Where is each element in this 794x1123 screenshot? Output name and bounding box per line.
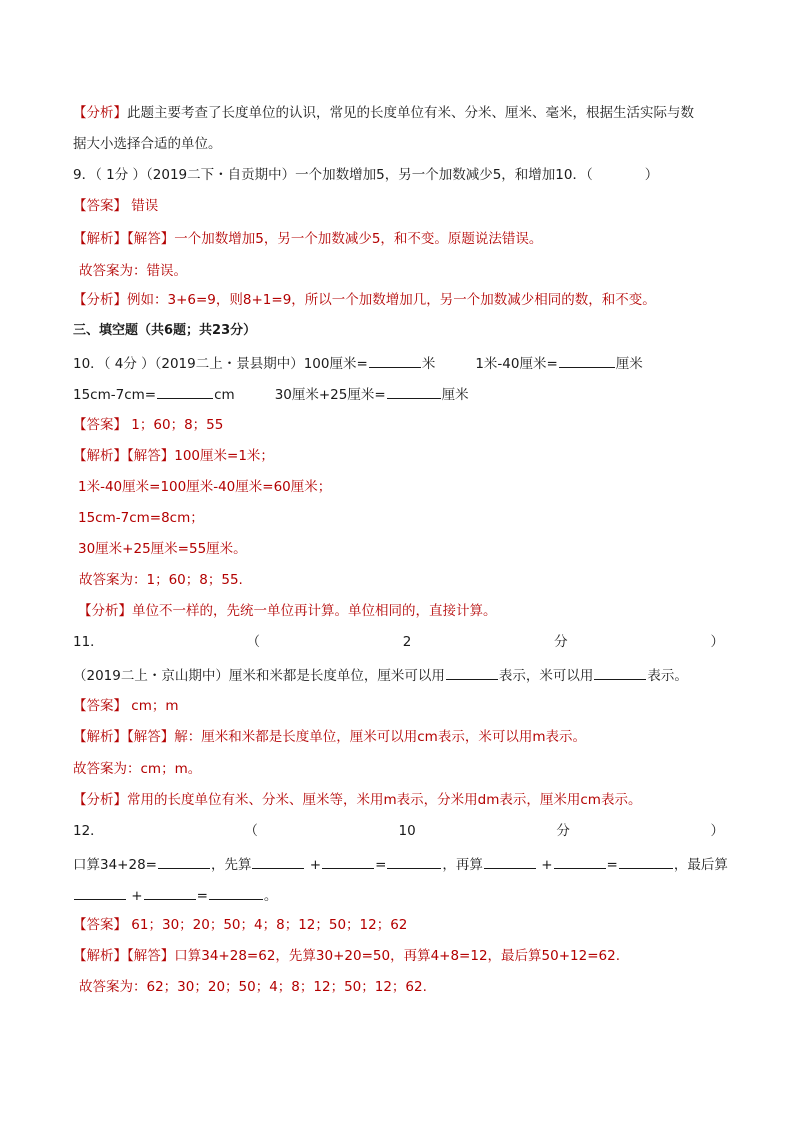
fill-part3-prefix: 15cm-7cm= [73, 387, 157, 403]
q9-solution-row [73, 230, 724, 248]
answer-blank[interactable] [157, 384, 213, 399]
solution-text: 一个加数增加5，另一个加数减少5，和不变。原题说法错误。 [174, 231, 543, 247]
jieda-tag: 【解答】 [127, 729, 175, 745]
answer-blank[interactable] [322, 854, 374, 869]
solution-step: 1米-40厘米=100厘米-40厘米=60厘米； [78, 479, 332, 495]
close-paren: ） [710, 823, 724, 839]
question-text: 厘米和米都是长度单位，厘米可以用 [228, 668, 445, 684]
question-text: 一个加数增加5，另一个加数减少5，和增加10．（ [295, 167, 593, 183]
jiexi-tag: 【解析】 [73, 948, 127, 964]
answer-value: 1；60；8；55 [131, 417, 224, 433]
question-text: 口算34+28= [73, 857, 157, 873]
q9-analysis-row [73, 291, 724, 309]
equals-sign: = [375, 857, 387, 873]
solution-step: 15cm-7cm=8cm； [78, 510, 204, 526]
question-text: ，先算 [210, 857, 252, 873]
analysis-tag: 【分析】 [73, 105, 127, 121]
question-number: 10． [73, 356, 104, 372]
equals-sign: = [196, 888, 208, 904]
question-12-body2 [73, 885, 724, 905]
plus-sign: + [309, 857, 322, 873]
question-10 [73, 353, 724, 373]
question-11-body [73, 665, 724, 685]
analysis-text: 单位不一样的，先统一单位再计算。单位相同的，直接计算。 [132, 603, 497, 619]
question-10-line2 [73, 384, 724, 404]
question-12-body [73, 854, 728, 874]
question-score: （ 4分 ） [103, 356, 155, 372]
question-9 [73, 166, 724, 184]
jieda-tag: 【解答】 [127, 448, 175, 464]
q11-answer-row [73, 697, 724, 715]
answer-tag: 【答案】 [73, 417, 127, 433]
fill-part1-unit: 米 [421, 356, 436, 372]
top-analysis-line1 [73, 104, 724, 122]
fill-part1-prefix: 100厘米= [303, 356, 368, 372]
q12-solution-row [73, 947, 724, 965]
question-text: ，最后算 [673, 857, 728, 873]
question-text: ，再算 [442, 857, 483, 873]
q10-answer-row [73, 416, 724, 434]
question-text: 表示。 [647, 668, 688, 684]
conclusion-text: 故答案为：62；30；20；50；4；8；12；50；12；62. [79, 979, 427, 995]
question-number: 11． [73, 634, 104, 650]
conclusion-text: 故答案为：1；60；8；55. [79, 572, 243, 588]
answer-value: cm；m [131, 698, 179, 714]
answer-value: 错误 [131, 198, 159, 214]
question-score: （ 1分 ） [95, 167, 147, 183]
answer-blank[interactable] [619, 854, 673, 869]
fill-part4-prefix: 30厘米+25厘米= [274, 387, 386, 403]
analysis-text: 此题主要考查了长度单位的认识，常见的长度单位有米、分米、厘米、毫米，根据生活实际与数 [127, 105, 694, 121]
score-number: 10 [398, 823, 416, 839]
q10-analysis-row [78, 602, 724, 620]
answer-value: 61；30；20；50；4；8；12；50；12；62 [131, 917, 408, 933]
fill-part3-unit: cm [214, 387, 235, 403]
q11-solution-row [73, 728, 724, 746]
question-source: （2019二上・京山期中） [73, 668, 229, 684]
answer-blank[interactable] [74, 885, 126, 900]
plus-sign: + [131, 888, 143, 904]
question-source: （2019二上・景县期中） [154, 356, 304, 372]
fill-part4-unit: 厘米 [441, 387, 469, 403]
question-11-header [73, 633, 724, 651]
answer-tag: 【答案】 [73, 917, 127, 933]
jiexi-tag: 【解析】 [73, 231, 127, 247]
question-text: 表示，米可以用 [498, 668, 594, 684]
section-heading: 三、填空题（共6题；共23分） [73, 323, 257, 338]
question-12-header [73, 822, 724, 840]
fill-part2-prefix: 1米-40厘米= [475, 356, 558, 372]
analysis-text-cont: 据大小选择合适的单位。 [73, 136, 222, 152]
q12-answer-row [73, 916, 724, 934]
jieda-tag: 【解答】 [127, 948, 175, 964]
close-paren: ） [710, 634, 724, 650]
analysis-tag: 【分析】 [78, 603, 132, 619]
open-paren: （ [246, 634, 260, 650]
open-paren: （ [244, 823, 258, 839]
answer-blank[interactable] [387, 384, 441, 399]
answer-blank[interactable] [387, 854, 441, 869]
answer-blank[interactable] [446, 665, 498, 680]
solution-step: 100厘米=1米； [174, 448, 274, 464]
answer-blank[interactable] [158, 854, 210, 869]
analysis-text: 例如：3+6=9，则8+1=9，所以一个加数增加几，另一个加数减少相同的数，和不变。 [127, 292, 656, 308]
conclusion-text: 故答案为：错误。 [79, 263, 187, 279]
q11-analysis-row [73, 791, 724, 809]
analysis-text: 常用的长度单位有米、分米、厘米等，米用m表示，分米用dm表示，厘米用cm表示。 [127, 792, 642, 808]
conclusion-text: 故答案为：cm；m。 [73, 761, 202, 777]
q9-conclusion [79, 262, 724, 280]
plus-sign: + [541, 857, 553, 873]
analysis-tag: 【分析】 [73, 292, 127, 308]
answer-tag: 【答案】 [73, 198, 127, 214]
equals-sign: = [606, 857, 618, 873]
jieda-tag: 【解答】 [127, 231, 175, 247]
q10-solution-row [73, 447, 724, 465]
jiexi-tag: 【解析】 [73, 729, 127, 745]
question-number: 9． [73, 167, 96, 183]
answer-blank[interactable] [484, 854, 536, 869]
question-source: （2019二下・自贡期中） [146, 167, 296, 183]
analysis-tag: 【分析】 [73, 792, 127, 808]
answer-blank[interactable] [144, 885, 196, 900]
score-number: 2 [402, 634, 412, 650]
answer-blank[interactable] [554, 854, 606, 869]
solution-text: 解：厘米和米都是长度单位，厘米可以用cm表示，米可以用m表示。 [174, 729, 586, 745]
answer-blank[interactable] [209, 885, 263, 900]
jiexi-tag: 【解析】 [73, 448, 127, 464]
score-unit: 分 [556, 823, 570, 839]
solution-step: 30厘米+25厘米=55厘米。 [78, 541, 247, 557]
close-paren: ） [644, 167, 659, 183]
score-unit: 分 [554, 634, 568, 650]
answer-blank[interactable] [369, 353, 421, 368]
question-number: 12． [73, 823, 104, 839]
answer-blank[interactable] [559, 353, 615, 368]
answer-blank[interactable] [594, 665, 646, 680]
fill-part2-unit: 厘米 [615, 356, 643, 372]
top-analysis-line2 [73, 135, 724, 153]
answer-blank[interactable] [252, 854, 304, 869]
solution-text: 口算34+28=62，先算30+20=50，再算4+8=12，最后算50+12=62. [174, 948, 620, 964]
q9-answer-row [73, 197, 724, 215]
answer-tag: 【答案】 [73, 698, 127, 714]
question-end: 。 [263, 888, 278, 904]
